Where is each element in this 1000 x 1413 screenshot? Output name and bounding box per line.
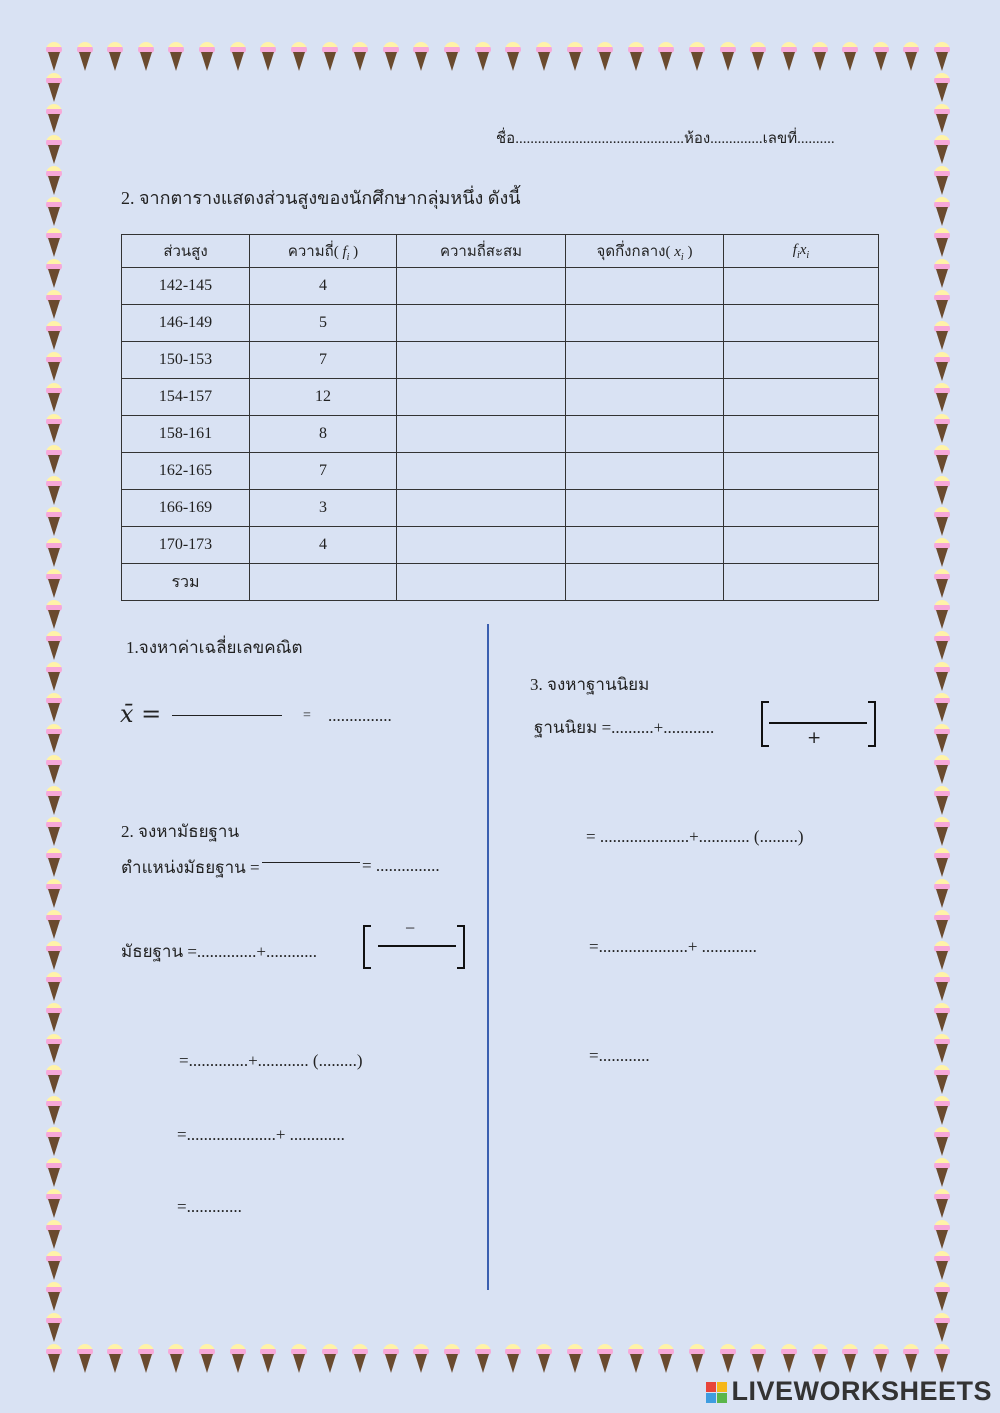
table-row (122, 305, 879, 342)
ice-cream-cone-icon (46, 104, 62, 134)
ice-cream-cone-icon (46, 42, 62, 72)
mode-fraction-line (769, 722, 867, 724)
table-row (122, 268, 879, 305)
ice-cream-cone-icon (46, 259, 62, 289)
height-range-cell: 162-165 (122, 453, 250, 490)
ice-cream-cone-icon (934, 383, 950, 413)
ice-cream-cone-icon (230, 1344, 246, 1374)
ice-cream-cone-icon (475, 1344, 491, 1374)
median-bracket-right (457, 925, 465, 969)
ice-cream-cone-icon (77, 1344, 93, 1374)
liveworksheets-logo-icon (706, 1382, 728, 1404)
ice-cream-cone-icon (322, 1344, 338, 1374)
table-row (122, 453, 879, 490)
cumulative-frequency-cell[interactable] (397, 268, 566, 305)
ice-cream-cone-icon (934, 1096, 950, 1126)
ice-cream-cone-icon (536, 1344, 552, 1374)
height-range-cell: 170-173 (122, 527, 250, 564)
ice-cream-cone-icon (46, 383, 62, 413)
ice-cream-cone-icon (934, 290, 950, 320)
ice-cream-cone-icon (658, 42, 674, 72)
fx-cell[interactable] (724, 342, 879, 379)
midpoint-cell[interactable] (566, 527, 724, 564)
ice-cream-cone-icon (138, 1344, 154, 1374)
ice-cream-cone-icon (934, 910, 950, 940)
ice-cream-cone-icon (934, 42, 950, 72)
ice-cream-cone-icon (46, 879, 62, 909)
cumulative-frequency-cell[interactable] (397, 305, 566, 342)
ice-cream-cone-icon (46, 1220, 62, 1250)
ice-cream-cone-icon (597, 42, 613, 72)
ice-cream-cone-icon (873, 1344, 889, 1374)
ice-cream-cone-icon (46, 910, 62, 940)
ice-cream-cone-icon (934, 569, 950, 599)
median-position-fraction-line (262, 862, 360, 863)
ice-cream-cone-icon (873, 42, 889, 72)
ice-cream-cone-icon (46, 817, 62, 847)
ice-cream-cone-icon (46, 662, 62, 692)
ice-cream-cone-icon (260, 1344, 276, 1374)
ice-cream-cone-icon (567, 1344, 583, 1374)
height-range-cell: 154-157 (122, 379, 250, 416)
ice-cream-cone-icon (352, 1344, 368, 1374)
median-step-3[interactable]: =............. (177, 1197, 242, 1216)
ice-cream-cone-icon (750, 42, 766, 72)
ice-cream-cone-icon (46, 786, 62, 816)
ice-cream-cone-icon (46, 631, 62, 661)
mode-bracket-right (868, 701, 876, 747)
ice-cream-cone-icon (628, 1344, 644, 1374)
ice-cream-cone-icon (934, 321, 950, 351)
ice-cream-cone-icon (934, 631, 950, 661)
ice-cream-cone-icon (597, 1344, 613, 1374)
ice-cream-cone-icon (934, 1034, 950, 1064)
header-fx: $f_ix_i$ (724, 235, 879, 268)
median-bracket-left (363, 925, 371, 969)
ice-cream-cone-icon (934, 1282, 950, 1312)
ice-cream-cone-icon (934, 1065, 950, 1095)
ice-cream-cone-icon (934, 135, 950, 165)
ice-cream-cone-icon (934, 259, 950, 289)
ice-cream-cone-icon (689, 42, 705, 72)
ice-cream-cone-icon (46, 538, 62, 568)
ice-cream-cone-icon (46, 73, 62, 103)
median-minus-sign: − (405, 918, 416, 938)
frequency-table (121, 234, 879, 601)
ice-cream-cone-icon (199, 1344, 215, 1374)
ice-cream-cone-icon (934, 786, 950, 816)
fx-cell[interactable] (724, 305, 879, 342)
ice-cream-cone-icon (934, 476, 950, 506)
frequency-cell: 4 (250, 527, 397, 564)
ice-cream-cone-icon (46, 569, 62, 599)
midpoint-cell[interactable] (566, 379, 724, 416)
ice-cream-cone-icon (934, 600, 950, 630)
table-total-row (122, 564, 879, 601)
ice-cream-cone-icon (750, 1344, 766, 1374)
fx-cell[interactable] (724, 416, 879, 453)
ice-cream-cone-icon (46, 352, 62, 382)
ice-cream-cone-icon (934, 1220, 950, 1250)
ice-cream-cone-icon (46, 941, 62, 971)
ice-cream-cone-icon (46, 724, 62, 754)
ice-cream-cone-icon (934, 972, 950, 1002)
median-step-1[interactable]: =..............+............ (.........) (179, 1051, 363, 1070)
ice-cream-cone-icon (46, 1096, 62, 1126)
table-row (122, 527, 879, 564)
midpoint-cell[interactable] (566, 305, 724, 342)
mode-formula-label[interactable]: ฐานนิยม =..........+............ (534, 718, 715, 737)
ice-cream-cone-icon (934, 1127, 950, 1157)
median-formula-label[interactable]: มัธยฐาน =..............+............ (121, 942, 318, 961)
ice-cream-cone-icon (781, 1344, 797, 1374)
header-frequency: ความถี่( $f_i$ ) (250, 235, 397, 268)
frequency-cell: 7 (250, 342, 397, 379)
total-cumulative-cell (397, 564, 566, 601)
ice-cream-cone-icon (934, 662, 950, 692)
fx-cell[interactable] (724, 453, 879, 490)
ice-cream-cone-icon (934, 1158, 950, 1188)
ice-cream-cone-icon (291, 1344, 307, 1374)
ice-cream-cone-icon (46, 228, 62, 258)
cumulative-frequency-cell[interactable] (397, 416, 566, 453)
total-midpoint-cell (566, 564, 724, 601)
mean-title: 1.จงหาค่าเฉลี่ยเลขคณิต (126, 638, 303, 657)
ice-cream-cone-icon (934, 538, 950, 568)
ice-cream-cone-icon (903, 42, 919, 72)
column-divider (487, 624, 489, 1290)
table-row (122, 342, 879, 379)
ice-cream-cone-icon (658, 1344, 674, 1374)
ice-cream-cone-icon (934, 848, 950, 878)
cumulative-frequency-cell[interactable] (397, 490, 566, 527)
mean-symbol: x̄ = (120, 700, 162, 728)
cumulative-frequency-cell[interactable] (397, 379, 566, 416)
median-fraction-line (378, 945, 456, 947)
header-height: ส่วนสูง (122, 235, 250, 268)
ice-cream-cone-icon (46, 1282, 62, 1312)
frequency-cell: 7 (250, 453, 397, 490)
ice-cream-cone-icon (291, 42, 307, 72)
logo-text: LIVEWORKSHEETS (731, 1376, 992, 1406)
ice-cream-cone-icon (46, 290, 62, 320)
ice-cream-cone-icon (138, 42, 154, 72)
mean-answer-blank[interactable]: ............... (328, 706, 392, 725)
height-range-cell: 158-161 (122, 416, 250, 453)
midpoint-cell[interactable] (566, 268, 724, 305)
midpoint-cell[interactable] (566, 490, 724, 527)
frequency-cell: 4 (250, 268, 397, 305)
ice-cream-cone-icon (46, 1127, 62, 1157)
ice-cream-cone-icon (46, 135, 62, 165)
ice-cream-cone-icon (812, 1344, 828, 1374)
frequency-cell: 8 (250, 416, 397, 453)
midpoint-cell[interactable] (566, 342, 724, 379)
ice-cream-cone-icon (934, 228, 950, 258)
fx-cell[interactable] (724, 490, 879, 527)
ice-cream-cone-icon (842, 1344, 858, 1374)
ice-cream-cone-icon (934, 166, 950, 196)
ice-cream-cone-icon (934, 197, 950, 227)
ice-cream-cone-icon (934, 941, 950, 971)
ice-cream-cone-icon (934, 693, 950, 723)
mode-step-1[interactable]: = .....................+............ (.........) (586, 827, 804, 846)
ice-cream-cone-icon (934, 414, 950, 444)
cumulative-frequency-cell[interactable] (397, 453, 566, 490)
liveworksheets-logo (706, 1376, 992, 1407)
ice-cream-cone-icon (720, 1344, 736, 1374)
table-row (122, 490, 879, 527)
ice-cream-cone-icon (107, 1344, 123, 1374)
mode-bracket-left (761, 701, 769, 747)
height-range-cell: 166-169 (122, 490, 250, 527)
total-label: รวม (122, 564, 250, 601)
table-header-row (122, 235, 879, 268)
ice-cream-cone-icon (567, 42, 583, 72)
cumulative-frequency-cell[interactable] (397, 342, 566, 379)
ice-cream-cone-icon (934, 445, 950, 475)
ice-cream-cone-icon (934, 352, 950, 382)
ice-cream-cone-icon (230, 42, 246, 72)
ice-cream-cone-icon (842, 42, 858, 72)
ice-cream-cone-icon (260, 42, 276, 72)
ice-cream-cone-icon (46, 1003, 62, 1033)
ice-cream-cone-icon (77, 42, 93, 72)
total-fx-cell[interactable] (724, 564, 879, 601)
ice-cream-cone-icon (383, 42, 399, 72)
ice-cream-cone-icon (720, 42, 736, 72)
ice-cream-cone-icon (934, 1189, 950, 1219)
ice-cream-cone-icon (46, 197, 62, 227)
ice-cream-cone-icon (934, 1344, 950, 1374)
midpoint-cell[interactable] (566, 416, 724, 453)
frequency-cell: 5 (250, 305, 397, 342)
ice-cream-cone-icon (781, 42, 797, 72)
ice-cream-cone-icon (322, 42, 338, 72)
ice-cream-cone-icon (168, 1344, 184, 1374)
median-position-label: ตำแหน่งมัธยฐาน = (121, 858, 260, 877)
header-midpoint: จุดกึ่งกลาง( $x_i$ ) (566, 235, 724, 268)
ice-cream-cone-icon (934, 507, 950, 537)
ice-cream-cone-icon (46, 1189, 62, 1219)
cumulative-frequency-cell[interactable] (397, 527, 566, 564)
ice-cream-cone-icon (46, 507, 62, 537)
ice-cream-cone-icon (107, 42, 123, 72)
ice-cream-cone-icon (383, 1344, 399, 1374)
median-title: 2. จงหามัธยฐาน (121, 822, 240, 841)
ice-cream-cone-icon (46, 476, 62, 506)
ice-cream-cone-icon (46, 445, 62, 475)
ice-cream-cone-icon (934, 879, 950, 909)
ice-cream-cone-icon (46, 1034, 62, 1064)
ice-cream-cone-icon (199, 42, 215, 72)
ice-cream-cone-icon (46, 972, 62, 1002)
fx-cell[interactable] (724, 268, 879, 305)
mode-plus-sign: + (807, 728, 822, 748)
mode-step-3[interactable]: =............ (589, 1046, 650, 1065)
ice-cream-cone-icon (46, 1251, 62, 1281)
ice-cream-cone-icon (934, 1313, 950, 1343)
table-row (122, 416, 879, 453)
question-title: 2. จากตารางแสดงส่วนสูงของนักศึกษากลุ่มหนึ่ง ดังนี้ (121, 188, 521, 208)
ice-cream-cone-icon (46, 1158, 62, 1188)
ice-cream-cone-icon (505, 1344, 521, 1374)
midpoint-cell[interactable] (566, 453, 724, 490)
median-position-result[interactable]: = ............... (362, 856, 440, 875)
ice-cream-cone-icon (628, 42, 644, 72)
ice-cream-cone-icon (444, 42, 460, 72)
height-range-cell: 146-149 (122, 305, 250, 342)
ice-cream-cone-icon (46, 848, 62, 878)
ice-cream-cone-icon (352, 42, 368, 72)
header-cumulative-frequency: ความถี่สะสม (397, 235, 566, 268)
frequency-cell: 12 (250, 379, 397, 416)
fx-cell[interactable] (724, 527, 879, 564)
ice-cream-cone-icon (934, 104, 950, 134)
ice-cream-cone-icon (46, 321, 62, 351)
median-step-2[interactable]: =.....................+ ............. (177, 1125, 345, 1144)
ice-cream-cone-icon (812, 42, 828, 72)
ice-cream-cone-icon (46, 1065, 62, 1095)
ice-cream-cone-icon (934, 817, 950, 847)
ice-cream-cone-icon (46, 1313, 62, 1343)
mean-equals: = (303, 708, 311, 723)
ice-cream-cone-icon (934, 1003, 950, 1033)
student-info-line: ชื่อ.............................................ห้อง..............เลขที่.......... (496, 131, 835, 147)
ice-cream-cone-icon (505, 42, 521, 72)
ice-cream-cone-icon (46, 600, 62, 630)
ice-cream-cone-icon (46, 414, 62, 444)
ice-cream-cone-icon (413, 42, 429, 72)
table-row (122, 379, 879, 416)
ice-cream-cone-icon (46, 755, 62, 785)
fx-cell[interactable] (724, 379, 879, 416)
total-frequency-cell[interactable] (250, 564, 397, 601)
ice-cream-cone-icon (46, 693, 62, 723)
ice-cream-cone-icon (934, 1251, 950, 1281)
ice-cream-cone-icon (475, 42, 491, 72)
mean-fraction-line (172, 715, 282, 716)
ice-cream-cone-icon (903, 1344, 919, 1374)
ice-cream-cone-icon (934, 73, 950, 103)
ice-cream-cone-icon (46, 166, 62, 196)
frequency-cell: 3 (250, 490, 397, 527)
mode-title: 3. จงหาฐานนิยม (530, 675, 650, 694)
ice-cream-cone-icon (689, 1344, 705, 1374)
ice-cream-cone-icon (444, 1344, 460, 1374)
height-range-cell: 142-145 (122, 268, 250, 305)
ice-cream-cone-icon (168, 42, 184, 72)
ice-cream-cone-icon (934, 755, 950, 785)
ice-cream-cone-icon (46, 1344, 62, 1374)
ice-cream-cone-icon (413, 1344, 429, 1374)
ice-cream-cone-icon (934, 724, 950, 754)
height-range-cell: 150-153 (122, 342, 250, 379)
ice-cream-cone-icon (536, 42, 552, 72)
mode-step-2[interactable]: =.....................+ ............. (589, 937, 757, 956)
